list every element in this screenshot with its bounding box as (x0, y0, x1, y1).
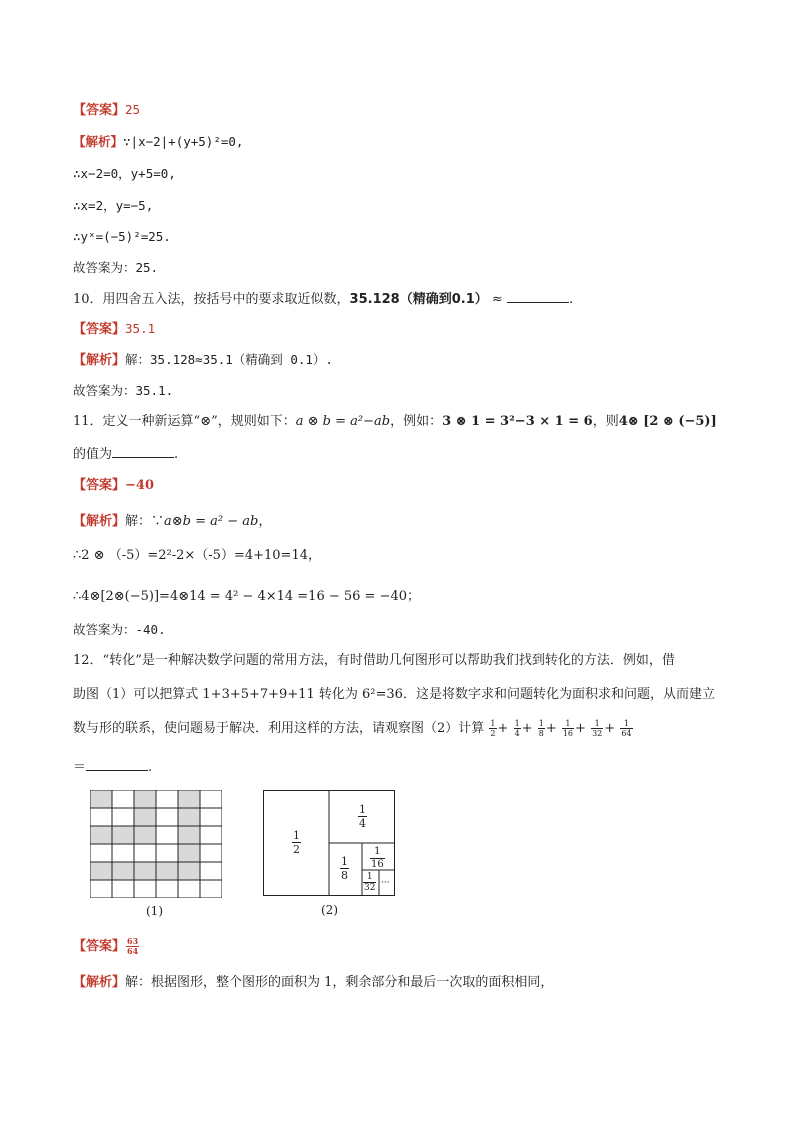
analysis-tag: 【解析】 (73, 514, 126, 529)
q11-analysis-rule: a⊗b = a² − ab (164, 514, 259, 529)
grid-cell (200, 844, 222, 862)
analysis-tag: 【解析】 (73, 134, 124, 149)
fraction-1-8: $\frac{1}{8}$ (538, 719, 544, 738)
fig2-label-eighth: $\frac{1}{8}$ (341, 855, 348, 882)
q11-step-3-end: ； (407, 589, 421, 604)
grid-cell (90, 844, 112, 862)
q11-analysis-end: ， (258, 514, 272, 529)
grid-cell (134, 880, 156, 898)
grid-cell (112, 826, 134, 844)
analysis-tag: 【解析】 (73, 975, 126, 990)
grid-cell (134, 844, 156, 862)
q10-end: . (568, 292, 574, 307)
grid-cell (134, 862, 156, 880)
q11-analysis-prefix: 解：∵ (125, 514, 165, 529)
fraction-1-4: $\frac{1}{4}$ (514, 719, 520, 738)
q9-answer: 25 (125, 102, 141, 117)
fig2-ellipsis: ··· (381, 878, 390, 888)
grid-cell (178, 808, 200, 826)
q10-number: 35.128 (349, 292, 400, 307)
grid-cell (200, 862, 222, 880)
fraction-1-2: $\frac{1}{2}$ (490, 719, 496, 738)
q11-answer: −40 (125, 478, 154, 493)
q10-conclusion: 故答案为：35.1. (73, 383, 174, 398)
plus-sign: + (575, 721, 586, 736)
grid-cell (200, 790, 222, 808)
q11-answer-blank[interactable] (112, 444, 174, 458)
q10-prefix: 10．用四舍五入法，按括号中的要求取近似数， (73, 292, 350, 307)
q10-approx: ≈ (491, 292, 503, 307)
grid-cell (134, 826, 156, 844)
q12-equals: ＝ (73, 760, 87, 775)
figure-2-caption: (2) (321, 903, 338, 917)
fraction-1-16: $\frac{1}{16}$ (562, 719, 574, 738)
grid-cell (112, 880, 134, 898)
q10-question (73, 289, 573, 309)
fig2-label-half: $\frac{1}{2}$ (293, 829, 300, 856)
q10-answer-blank[interactable] (507, 289, 569, 303)
q11-analysis-line (73, 513, 271, 531)
answer-tag: 【答案】 (73, 322, 126, 337)
q11-conclusion: 故答案为：-40. (73, 622, 166, 637)
grid-cell (134, 808, 156, 826)
grid-cell (112, 790, 134, 808)
grid-cell (112, 844, 134, 862)
q11-step-2: ∴2 ⊗ （-5）=2²-2×（-5）=4+10=14， (73, 548, 321, 563)
q11-example: 3 ⊗ 1 = 3²−3 × 1 = 6 (442, 414, 593, 429)
q9-conclusion: 故答案为：25. (73, 260, 159, 275)
q10-analysis-line (73, 351, 333, 370)
grid-cell (178, 880, 200, 898)
grid-cell (178, 826, 200, 844)
fig2-label-thirtysecond: $\frac{1}{32}$ (364, 872, 376, 893)
q11-question-line1 (73, 413, 717, 431)
grid-cell (200, 808, 222, 826)
q12-answer: $\frac{63}{64}$ (127, 936, 139, 956)
answer-tag: 【答案】 (73, 103, 126, 118)
grid-cell (134, 790, 156, 808)
q11-prefix: 11．定义一种新运算“⊗”，规则如下： (73, 414, 296, 429)
q9-step-4: ∴yˣ=(−5)²=25. (73, 229, 171, 244)
fig2-label-quarter: $\frac{1}{4}$ (359, 803, 366, 830)
q9-analysis-line (73, 133, 243, 151)
q9-answer-line (73, 101, 140, 120)
q12-answer-blank[interactable] (86, 757, 148, 771)
grid-cell (156, 826, 178, 844)
figure-1-caption: (1) (146, 904, 163, 918)
q11-step-3-expr: 4⊗[2⊗(−5)]=4⊗14 = 4² − 4×14 =16 − 56 = −40 (81, 589, 408, 604)
q9-step-2: ∴x−2=0，y+5=0, (73, 166, 176, 181)
analysis-tag: 【解析】 (73, 353, 126, 368)
q11-question-line2 (73, 444, 178, 464)
q12-line3-text: 数与形的联系，使问题易于解决．利用这样的方法，请观察图（2）计算 (73, 721, 485, 736)
grid-cell (90, 790, 112, 808)
grid-cell (90, 826, 112, 844)
grid-cell (112, 808, 134, 826)
q10-requirement: （精确到0.1） (399, 292, 488, 307)
plus-sign: + (545, 721, 557, 736)
q10-analysis: 解：35.128≈35.1（精确到 0.1）. (125, 352, 333, 367)
plus-sign: + (521, 721, 533, 736)
q11-example-label: ，例如： (390, 414, 443, 429)
grid-cell (200, 880, 222, 898)
q10-answer: 35.1 (125, 321, 156, 336)
grid-cell (178, 862, 200, 880)
q12-analysis-line (73, 974, 553, 992)
grid-cell (90, 862, 112, 880)
q12-line2: 助图（1）可以把算式 1+3+5+7+9+11 转化为 6²=36．这是将数字求和问题转化为面积求和问题，从而建立 (73, 687, 715, 702)
grid-cell (156, 862, 178, 880)
q11-answer-line (73, 477, 154, 495)
grid-cell (90, 808, 112, 826)
grid-cell (200, 826, 222, 844)
grid-cell (112, 862, 134, 880)
q11-rule: a ⊗ b = a²−ab (295, 414, 391, 429)
grid-cell (156, 808, 178, 826)
grid-cell (156, 790, 178, 808)
q9-analysis-1: ∵|x−2|+(y+5)²=0, (123, 134, 244, 149)
q12-end: . (148, 760, 153, 775)
q12-answer-line (73, 937, 140, 956)
grid-cell (156, 880, 178, 898)
fig2-label-sixteenth: $\frac{1}{16}$ (371, 846, 384, 870)
q12-line4 (73, 757, 152, 777)
answer-tag: 【答案】 (73, 939, 126, 954)
answer-tag: 【答案】 (73, 478, 126, 493)
q12-line1: 12．“转化”是一种解决数学问题的常用方法，有时借助几何图形可以帮助我们找到转化的方法．例如，借 (73, 653, 675, 668)
q12-line3 (73, 719, 634, 738)
figure-1-grid (90, 790, 222, 898)
q11-expression: 4⊗ [2 ⊗ (−5)] (618, 414, 717, 429)
plus-sign: + (497, 721, 509, 736)
fraction-1-64: $\frac{1}{64}$ (621, 719, 632, 738)
grid-cell (178, 790, 200, 808)
q9-step-3: ∴x=2，y=−5, (73, 198, 154, 213)
fraction-1-32: $\frac{1}{32}$ (592, 719, 603, 738)
q11-line2: 的值为 (73, 447, 113, 462)
q10-answer-line (73, 320, 155, 339)
grid-cell (90, 880, 112, 898)
q12-analysis: 解：根据图形，整个图形的面积为 1，剩余部分和最后一次取的面积相同， (125, 975, 554, 990)
q11-step-3 (73, 588, 420, 606)
plus-sign: + (604, 721, 616, 736)
grid-cell (156, 844, 178, 862)
grid-cell (178, 844, 200, 862)
q11-then: ，则 (592, 414, 619, 429)
q11-step-3-therefore: ∴ (73, 589, 82, 604)
q11-end: . (174, 447, 179, 462)
